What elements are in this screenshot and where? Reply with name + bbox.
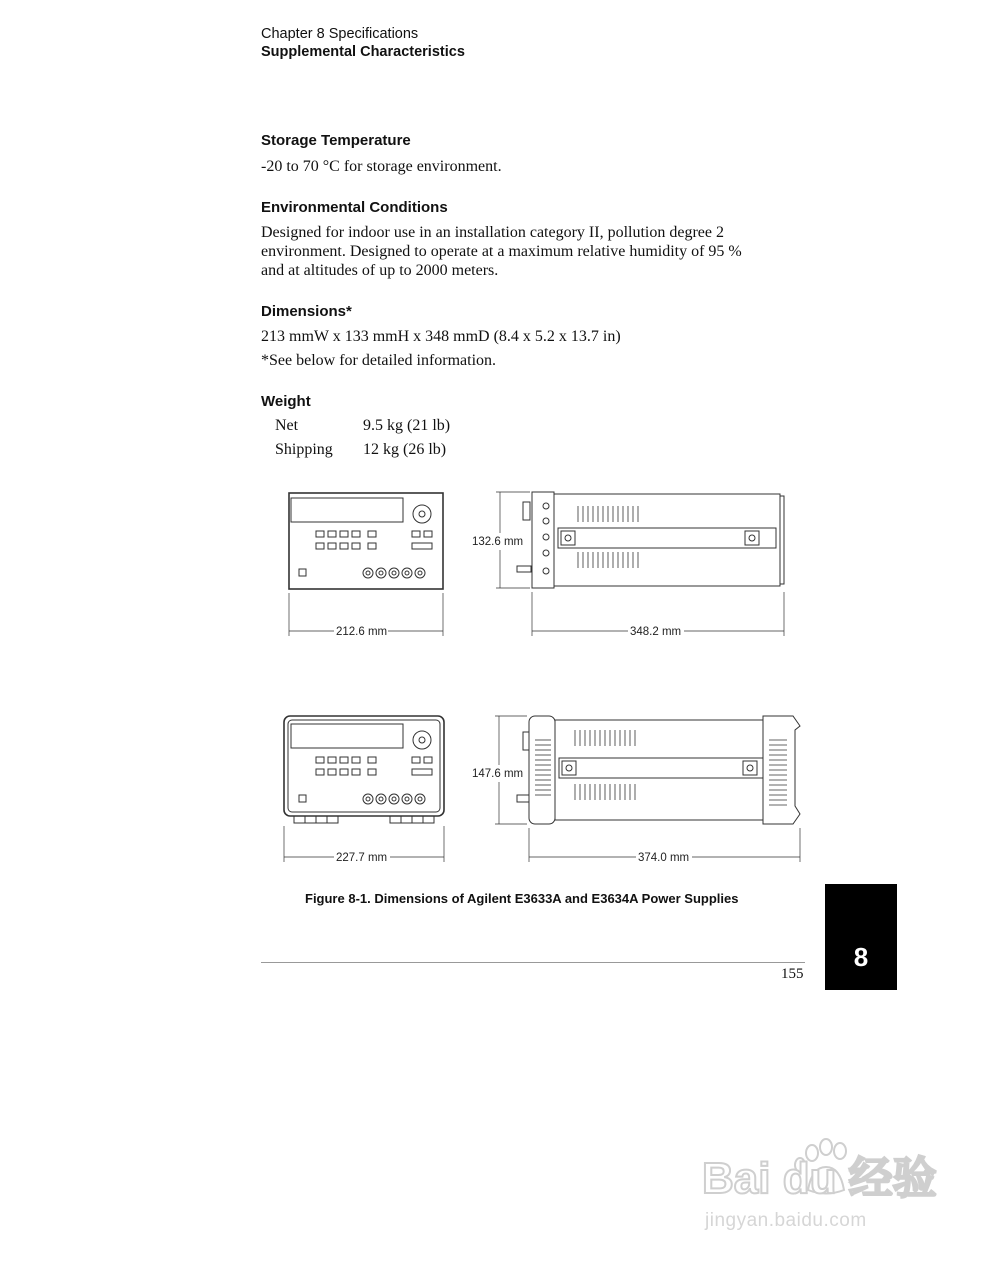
- chapter-tab: [825, 884, 897, 990]
- footer-rule: [261, 962, 805, 963]
- environment-heading: Environmental Conditions: [261, 199, 448, 216]
- storage-text: -20 to 70 °C for storage environment.: [261, 158, 502, 175]
- baidu-watermark: [700, 1135, 940, 1215]
- top-height-label: 132.6 mm: [472, 536, 524, 548]
- side-view-e3634a: [495, 716, 800, 862]
- section-header: Supplemental Characteristics: [261, 44, 465, 60]
- dimensions-text: 213 mmW x 133 mmH x 348 mmD (8.4 x 5.2 x 13.7 in): [261, 328, 621, 345]
- weight-label: Shipping: [275, 441, 333, 458]
- bottom-width-label: 227.7 mm: [336, 852, 388, 864]
- watermark-url: jingyan.baidu.com: [705, 1210, 867, 1231]
- environment-line-3: and at altitudes of up to 2000 meters.: [261, 262, 499, 279]
- front-view-e3634a: [284, 716, 444, 862]
- side-view-e3633a: [496, 492, 784, 636]
- weight-value: 9.5 kg (21 lb): [363, 417, 451, 434]
- dimensions-heading: Dimensions*: [261, 303, 352, 320]
- weight-value: 12 kg (26 lb): [363, 441, 447, 458]
- storage-heading: Storage Temperature: [261, 132, 411, 149]
- weight-heading: Weight: [261, 393, 311, 410]
- chapter-header: Chapter 8 Specifications: [261, 26, 419, 42]
- weight-label: Net: [275, 417, 299, 434]
- environment-line-2: environment. Designed to operate at a maximum relative humidity of 95 %: [261, 243, 742, 260]
- chapter-tab-number: 8: [853, 942, 869, 972]
- bottom-height-label: 147.6 mm: [472, 768, 524, 780]
- top-width-label: 212.6 mm: [336, 626, 388, 638]
- figure-caption: Figure 8-1. Dimensions of Agilent E3633A and E3634A Power Supplies: [305, 891, 739, 906]
- environment-line-1: Designed for indoor use in an installation category II, pollution degree 2: [261, 224, 724, 241]
- page-number: 155: [781, 966, 804, 982]
- front-view-e3633a: [289, 493, 443, 636]
- bottom-depth-label: 374.0 mm: [638, 852, 690, 864]
- top-depth-label: 348.2 mm: [630, 626, 682, 638]
- watermark-brand: Bai du 经验: [702, 1154, 937, 1203]
- dimensions-note: *See below for detailed information.: [261, 352, 497, 369]
